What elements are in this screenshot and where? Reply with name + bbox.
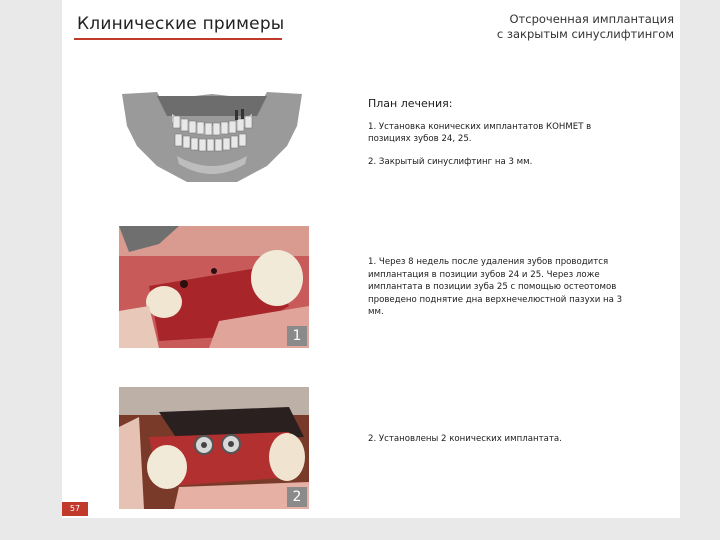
photo-caption-2	[368, 433, 630, 456]
panoramic-xray-image	[117, 86, 307, 186]
photo-number-badge-2: 2	[287, 487, 307, 507]
clinical-photo-2	[119, 387, 309, 509]
photo-number-badge-1: 1	[287, 326, 307, 346]
caption-2-text: 2. Установлены 2 конических имплантата.	[368, 434, 562, 444]
title-underline	[74, 38, 282, 40]
document-page	[62, 0, 680, 518]
clinical-photo-1	[119, 226, 309, 348]
plan-step-1: 1. Установка конических имплантатов КОНМЕТ в позициях зубов 24, 25.	[368, 121, 592, 144]
caption-1-text: 1. Через 8 недель после удаления зубов проводится имплантация в позиции зубов 24 и 25. Через ложе имплантата в позиции зуба 25 с помощью остеотомов проведено поднятие дна верхнечелюстной пазухи на 3 мм.	[368, 257, 623, 317]
page-title: Клинические примеры	[77, 14, 285, 34]
plan-title: План лечения:	[368, 97, 453, 110]
topic-line-1: Отсроченная имплантация	[509, 12, 674, 26]
plan-step-2: 2. Закрытый синуслифтинг на 3 мм.	[368, 156, 533, 167]
page-number: 57	[62, 502, 88, 516]
photo-caption-1	[368, 256, 630, 329]
topic-line-2: с закрытым синуслифтингом	[496, 27, 674, 41]
treatment-plan	[368, 98, 628, 178]
topic-heading	[424, 12, 674, 42]
